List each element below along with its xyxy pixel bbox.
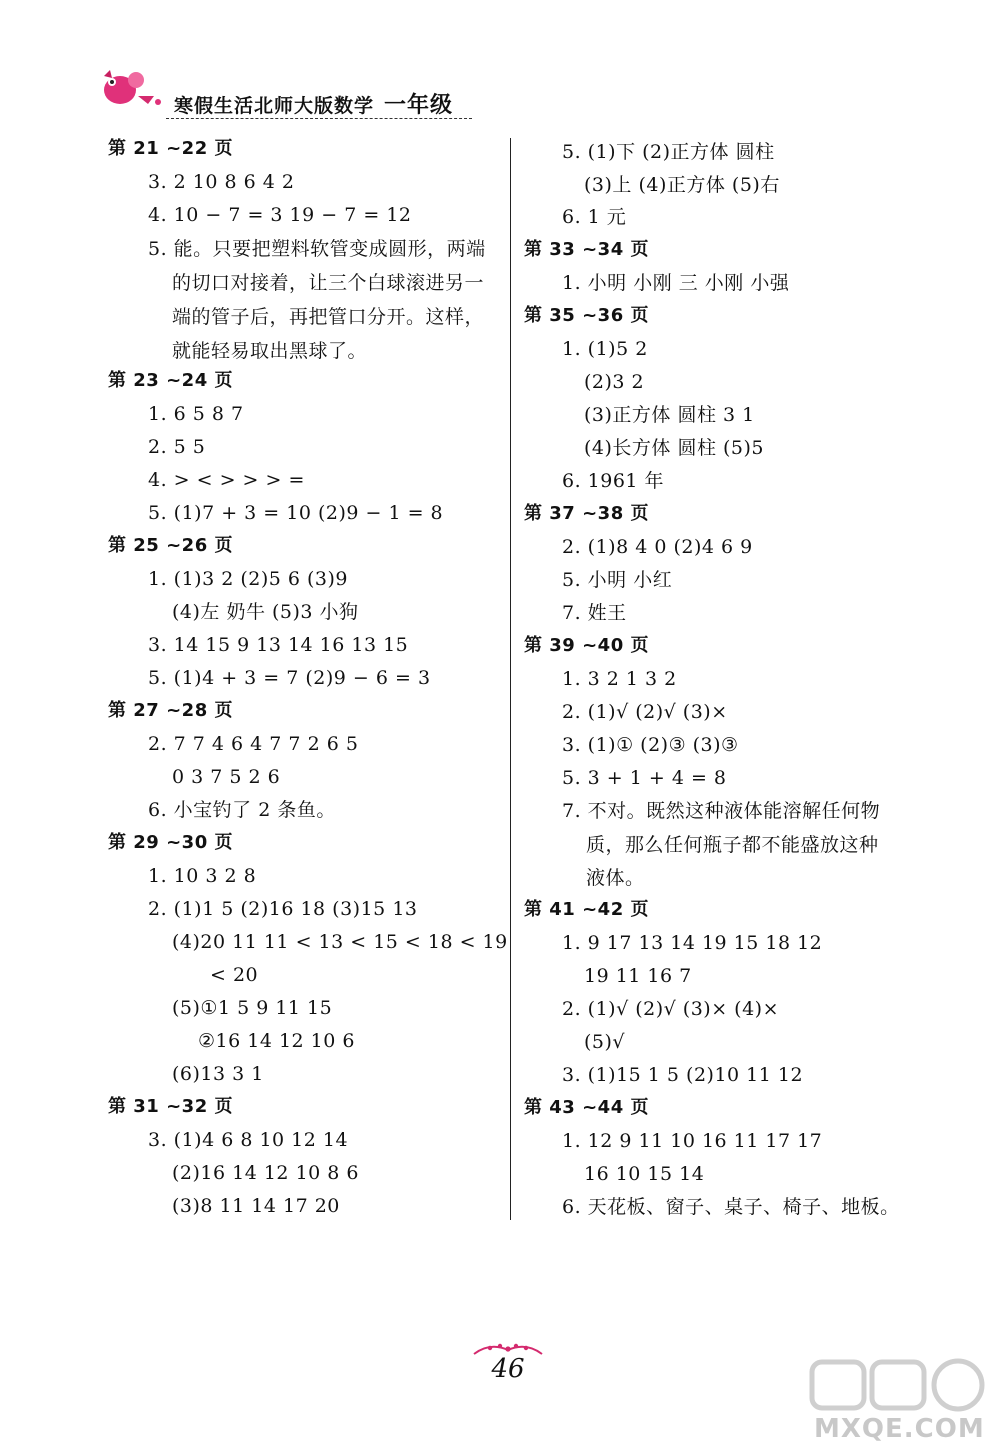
answer-line: 4. 10 − 7 = 3 19 − 7 = 12 bbox=[148, 204, 412, 226]
answer-line: (5)①1 5 9 11 15 bbox=[172, 997, 333, 1019]
answer-line: 7. 姓王 bbox=[562, 602, 627, 624]
grade-label: 一年级 bbox=[384, 92, 454, 118]
answer-line: 3. (1)15 1 5 (2)10 11 12 bbox=[562, 1064, 804, 1086]
answer-line: 1. 6 5 8 7 bbox=[148, 403, 244, 425]
answer-line: 质，那么任何瓶子都不能盛放这种 bbox=[586, 834, 879, 856]
answer-line: 端的管子后，再把管口分开。这样， bbox=[172, 306, 485, 328]
answer-line: 液体。 bbox=[586, 867, 645, 889]
answer-line: (6)13 3 1 bbox=[172, 1063, 264, 1085]
answer-line: 5. (1)7 + 3 = 10 (2)9 − 1 = 8 bbox=[148, 502, 444, 524]
answer-line: 的切口对接着，让三个白球滚进另一 bbox=[172, 272, 485, 294]
answer-line: 0 3 7 5 2 6 bbox=[172, 766, 281, 788]
answer-line: 1. 12 9 11 10 16 11 17 17 bbox=[562, 1130, 823, 1152]
page-number-badge bbox=[466, 1340, 550, 1398]
section-heading: 第 25 ~26 页 bbox=[108, 535, 233, 556]
section-heading: 第 29 ~30 页 bbox=[108, 832, 233, 853]
answer-line: 6. 1 元 bbox=[562, 206, 627, 228]
answer-line: 16 10 15 14 bbox=[584, 1163, 705, 1185]
section-heading: 第 39 ~40 页 bbox=[524, 635, 649, 656]
header-title bbox=[174, 88, 453, 119]
section-heading: 第 37 ~38 页 bbox=[524, 503, 649, 524]
answer-line: 1. 10 3 2 8 bbox=[148, 865, 257, 887]
answer-line: (4)20 11 11 < 13 < 15 < 18 < 19 bbox=[172, 931, 508, 953]
page-number: 46 bbox=[491, 1354, 525, 1384]
watermark-url: MXQE.COM bbox=[814, 1414, 985, 1444]
section-heading: 第 23 ~24 页 bbox=[108, 370, 233, 391]
cartoon-logo-icon bbox=[98, 66, 168, 110]
answer-line: 5. 小明 小红 bbox=[562, 569, 673, 591]
answer-line: (3)8 11 14 17 20 bbox=[172, 1195, 340, 1217]
answer-line: (2)3 2 bbox=[584, 371, 645, 393]
header-divider bbox=[166, 118, 472, 119]
section-heading: 第 41 ~42 页 bbox=[524, 899, 649, 920]
answer-line: (5)√ bbox=[584, 1031, 626, 1053]
answer-line: 2. (1)1 5 (2)16 18 (3)15 13 bbox=[148, 898, 418, 920]
answer-line: (4)长方体 圆柱 (5)5 bbox=[584, 437, 764, 459]
answer-line: 1. (1)5 2 bbox=[562, 338, 648, 360]
answer-line: 2. (1)8 4 0 (2)4 6 9 bbox=[562, 536, 753, 558]
answer-line: (4)左 奶牛 (5)3 小狗 bbox=[172, 601, 359, 623]
answer-line: 1. 小明 小刚 三 小刚 小强 bbox=[562, 272, 790, 294]
answer-line: 1. 3 2 1 3 2 bbox=[562, 668, 677, 690]
answer-line: 3. 2 10 8 6 4 2 bbox=[148, 171, 295, 193]
section-heading: 第 27 ~28 页 bbox=[108, 700, 233, 721]
book-title: 寒假生活北师大版数学 bbox=[174, 95, 375, 117]
answer-line: 2. 5 5 bbox=[148, 436, 206, 458]
answer-line: 5. (1)下 (2)正方体 圆柱 bbox=[562, 141, 775, 163]
answer-line: 7. 不对。既然这种液体能溶解任何物 bbox=[562, 800, 881, 822]
section-heading: 第 43 ~44 页 bbox=[524, 1097, 649, 1118]
page-header bbox=[98, 66, 558, 126]
answer-line: 1. (1)3 2 (2)5 6 (3)9 bbox=[148, 568, 349, 590]
answer-line: 6. 小宝钓了 2 条鱼。 bbox=[148, 799, 336, 821]
answer-line: 5. 能。只要把塑料软管变成圆形，两端 bbox=[148, 238, 486, 260]
answer-line: ②16 14 12 10 6 bbox=[198, 1030, 355, 1052]
column-divider bbox=[510, 138, 511, 1220]
answer-line: (3)正方体 圆柱 3 1 bbox=[584, 404, 755, 426]
section-heading: 第 33 ~34 页 bbox=[524, 239, 649, 260]
answer-line: 2. 7 7 4 6 4 7 7 2 6 5 bbox=[148, 733, 359, 755]
answer-line: (3)上 (4)正方体 (5)右 bbox=[584, 174, 780, 196]
watermark bbox=[808, 1356, 994, 1446]
answer-line: (2)16 14 12 10 8 6 bbox=[172, 1162, 359, 1184]
section-heading: 第 21 ~22 页 bbox=[108, 138, 233, 159]
answer-line: 1. 9 17 13 14 19 15 18 12 bbox=[562, 932, 823, 954]
watermark-logo-icon bbox=[808, 1356, 988, 1414]
answer-line: 5. (1)4 + 3 = 7 (2)9 − 6 = 3 bbox=[148, 667, 431, 689]
section-heading: 第 35 ~36 页 bbox=[524, 305, 649, 326]
answer-line: 3. (1)4 6 8 10 12 14 bbox=[148, 1129, 349, 1151]
answer-line: 19 11 16 7 bbox=[584, 965, 692, 987]
answer-line: < 20 bbox=[210, 964, 259, 986]
section-heading: 第 31 ~32 页 bbox=[108, 1096, 233, 1117]
answer-line: 2. (1)√ (2)√ (3)× bbox=[562, 701, 728, 723]
answer-line: 5. 3 + 1 + 4 = 8 bbox=[562, 767, 727, 789]
answer-line: 3. 14 15 9 13 14 16 13 15 bbox=[148, 634, 409, 656]
answer-line: 3. (1)① (2)③ (3)③ bbox=[562, 734, 739, 756]
answer-line: 2. (1)√ (2)√ (3)× (4)× bbox=[562, 998, 779, 1020]
answer-line: 4. > < > > > = bbox=[148, 469, 305, 491]
answer-line: 就能轻易取出黑球了。 bbox=[172, 340, 368, 362]
answer-line: 6. 1961 年 bbox=[562, 470, 665, 492]
answer-line: 6. 天花板、窗子、桌子、椅子、地板。 bbox=[562, 1196, 900, 1218]
